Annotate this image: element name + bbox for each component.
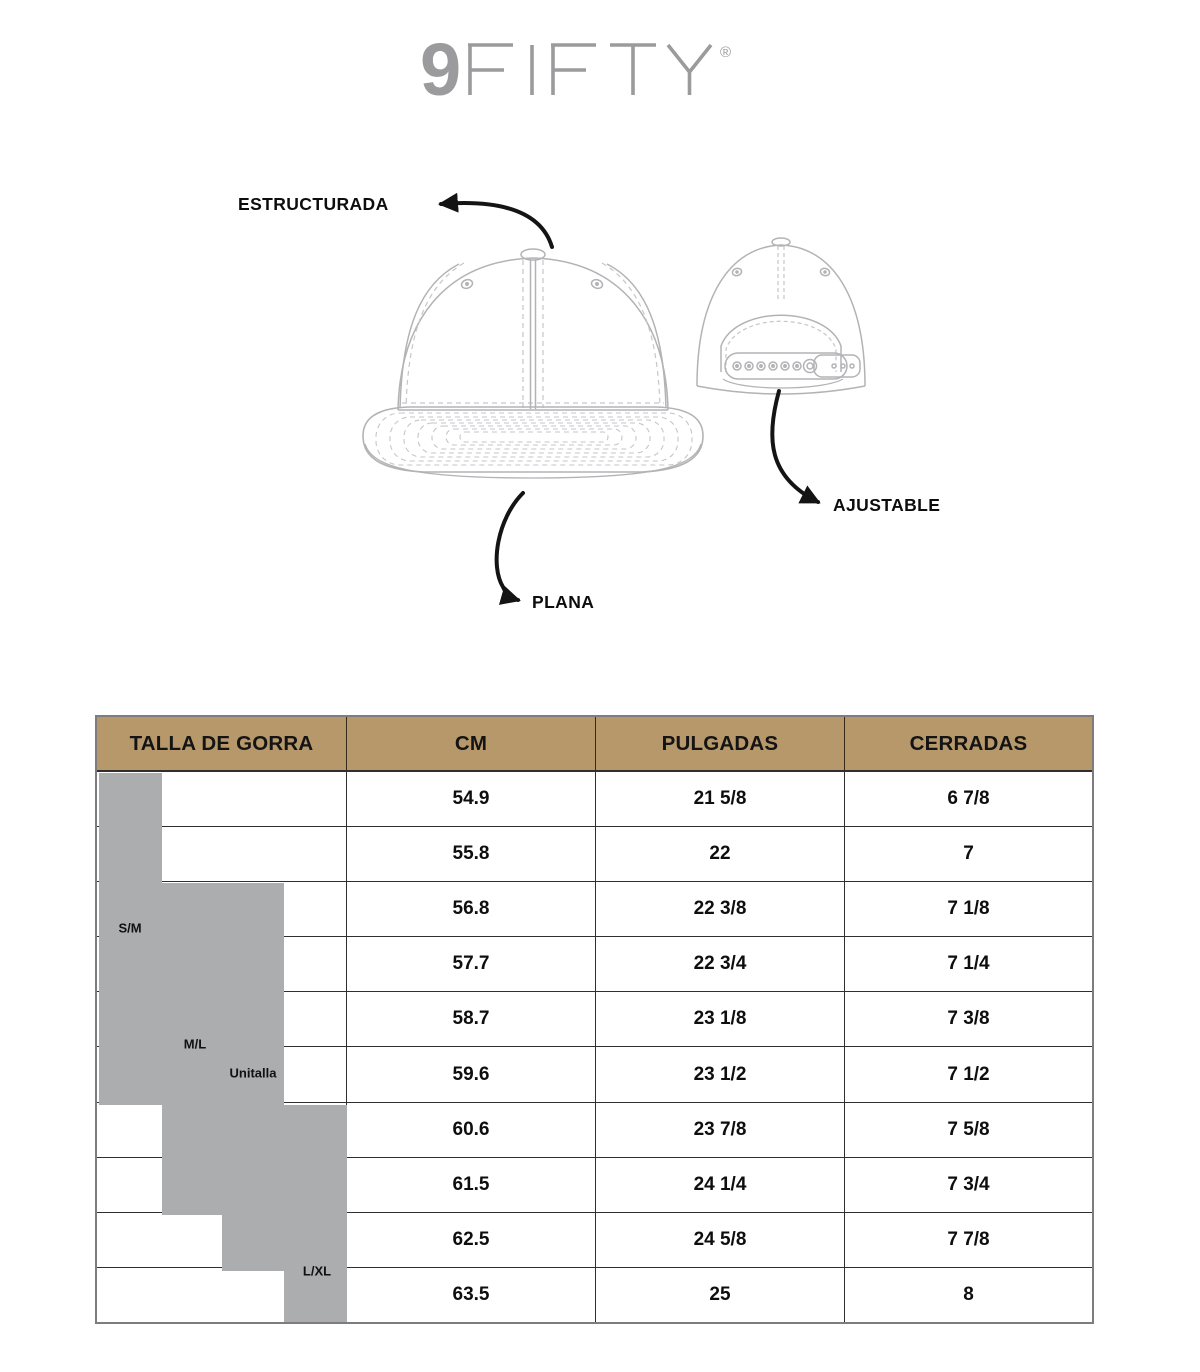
table-cell: 7 — [844, 826, 1092, 881]
table-cell: 7 3/4 — [844, 1157, 1092, 1212]
table-cell: 22 3/8 — [595, 881, 844, 936]
arrow-estructurada — [441, 203, 552, 247]
size-group-label-sm: S/M — [118, 920, 142, 936]
cap-front-illustration — [363, 249, 703, 478]
table-cell: 56.8 — [346, 881, 595, 936]
adjustable-closure-label: AJUSTABLE — [833, 495, 941, 515]
size-group-label-unitalla: Unitalla — [229, 1065, 277, 1081]
cap-diagram — [0, 170, 1200, 650]
table-cell: 61.5 — [346, 1157, 595, 1212]
table-cell: 7 1/4 — [844, 936, 1092, 991]
logo-numeral: 9 — [420, 40, 462, 104]
table-cell: 23 1/2 — [595, 1046, 844, 1101]
table-cell: 7 1/8 — [844, 881, 1092, 936]
table-cell: 63.5 — [346, 1267, 595, 1322]
range-block-lxl — [284, 1105, 347, 1322]
range-block-sm — [99, 773, 162, 1105]
arrow-ajustable — [772, 391, 818, 502]
table-cell: 55.8 — [346, 826, 595, 881]
table-cell: 24 5/8 — [595, 1212, 844, 1267]
table-cell: 7 3/8 — [844, 991, 1092, 1046]
table-cell: 59.6 — [346, 1046, 595, 1101]
column-header-cm: CM — [346, 717, 595, 771]
flat-visor-label: PLANA — [532, 592, 595, 612]
nine-fifty-logo-graphic — [420, 40, 750, 104]
snapback-strap — [725, 353, 860, 379]
table-cell: 6 7/8 — [844, 771, 1092, 826]
brand-logo — [420, 40, 750, 104]
cap-back-illustration — [697, 238, 865, 394]
crown-structure-label: ESTRUCTURADA — [238, 194, 389, 214]
size-group-label-lxl: L/XL — [302, 1263, 332, 1279]
eyelet-icon — [460, 278, 473, 289]
logo-word-fifty — [468, 45, 711, 95]
arrow-plana — [497, 493, 523, 600]
table-cell: 7 1/2 — [844, 1046, 1092, 1101]
table-cell: 8 — [844, 1267, 1092, 1322]
column-header-talla: TALLA DE GORRA — [97, 717, 346, 771]
table-cell: 22 — [595, 826, 844, 881]
table-cell: 22 3/4 — [595, 936, 844, 991]
table-cell: 58.7 — [346, 991, 595, 1046]
column-header-cerradas: CERRADAS — [844, 717, 1092, 771]
size-table — [95, 715, 1094, 1324]
table-cell: 25 — [595, 1267, 844, 1322]
table-cell: 62.5 — [346, 1212, 595, 1267]
table-cell: 24 1/4 — [595, 1157, 844, 1212]
registered-mark: ® — [720, 44, 732, 61]
table-cell: 21 5/8 — [595, 771, 844, 826]
column-header-pulgadas: PULGADAS — [595, 717, 844, 771]
table-cell: 7 5/8 — [844, 1102, 1092, 1157]
table-cell: 57.7 — [346, 936, 595, 991]
table-cell: 60.6 — [346, 1102, 595, 1157]
size-group-label-ml: M/L — [183, 1036, 207, 1052]
eyelet-icon — [590, 278, 603, 289]
table-cell: 23 7/8 — [595, 1102, 844, 1157]
table-cell: 54.9 — [346, 771, 595, 826]
table-cell: 23 1/8 — [595, 991, 844, 1046]
table-cell: 7 7/8 — [844, 1212, 1092, 1267]
